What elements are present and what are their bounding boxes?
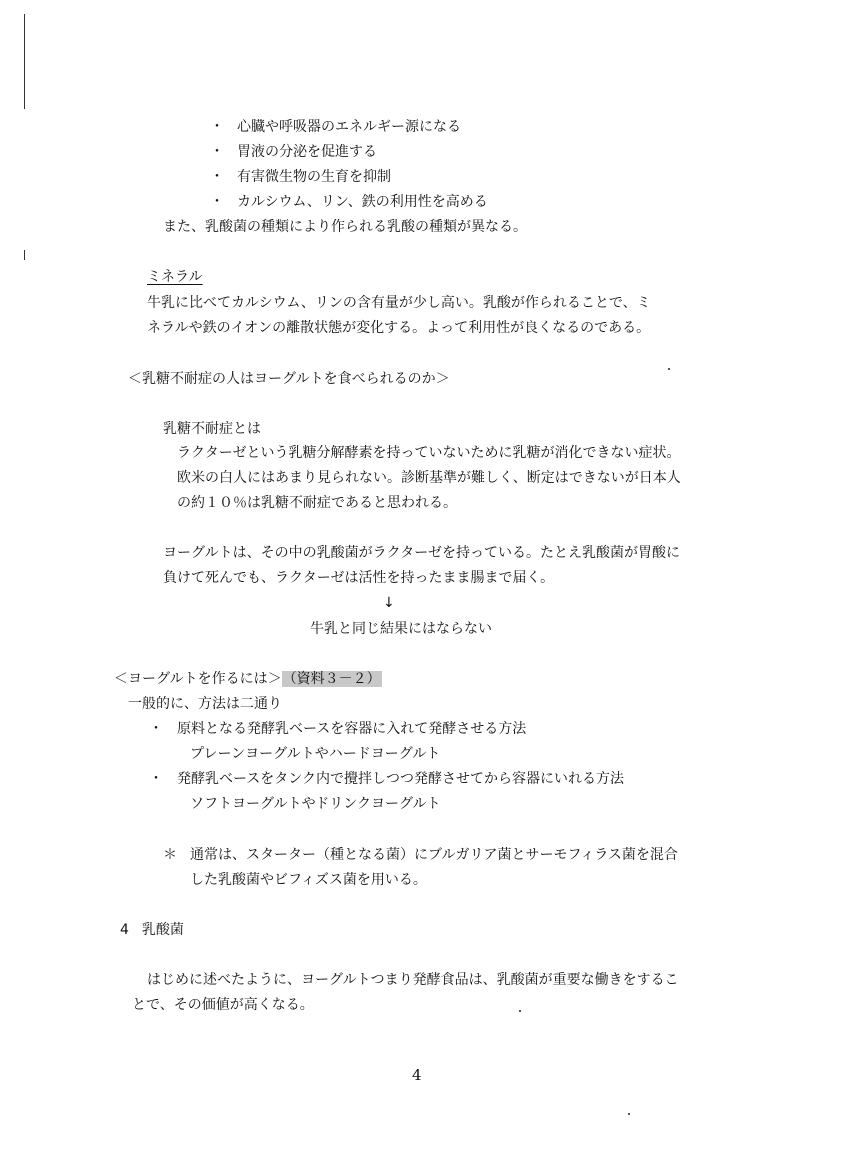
lactose-definition-line: 欧米の白人にはあまり見られない。診断基準が難しく、断定はできないが日本人 [177,470,681,486]
note-asterisk: ＊ [163,847,177,863]
lactose-definition-line: の約１０％は乳糖不耐症であると思われる。 [177,495,457,511]
mineral-heading: ミネラル [147,269,203,285]
list-item-text: 有害微生物の生育を抑制 [237,169,391,185]
method-text: 原料となる発酵乳ベースを容器に入れて発酵させる方法 [177,721,527,737]
scan-speck [519,1010,521,1012]
bullet-marker: ・ [210,144,224,160]
scan-edge-line [24,14,25,109]
scan-edge-mark [24,250,25,260]
scan-speck [668,368,670,370]
bullet-marker: ・ [210,194,224,210]
bullet-marker: ・ [149,771,163,787]
scan-speck [628,1113,630,1115]
lactose-subheading: 乳糖不耐症とは [163,421,261,437]
mineral-text-line: ネラルや鉄のイオンの離散状態が変化する。よって利用性が良くなるのである。 [147,320,651,336]
making-intro: 一般的に、方法は二通り [128,696,282,712]
lactose-conclusion: 牛乳と同じ結果にはならない [310,621,492,637]
section-4-text-line: とで、その価値が高くなる。 [132,997,314,1013]
yogurt-lactase-line: ヨーグルトは、その中の乳酸菌がラクターゼを持っている。たとえ乳酸菌が胃酸に [163,545,681,561]
method-text: 発酵乳ベースをタンク内で攪拌しつつ発酵させてから容器にいれる方法 [177,771,625,787]
section-title: 乳酸菌 [141,922,184,938]
list-item-text: 心臓や呼吸器のエネルギー源になる [237,119,461,135]
mineral-text-line: 牛乳に比べてカルシウム、リンの含有量が少し高い。乳酸が作られることで、ミ [147,295,651,311]
making-heading [114,672,382,686]
bullet-marker: ・ [210,119,224,135]
starter-note-line: 通常は、スターター（種となる菌）にブルガリア菌とサーモフィラス菌を混合 [190,847,678,863]
yogurt-lactase-line: 負けて死んでも、ラクターゼは活性を持ったまま腸まで届く。 [163,570,555,586]
method-example: プレーンヨーグルトやハードヨーグルト [190,746,441,762]
intro-note: また、乳酸菌の種類により作られる乳酸の種類が異なる。 [163,219,527,235]
making-heading-text: ＜ヨーグルトを作るには＞ [114,671,282,687]
bullet-marker: ・ [149,721,163,737]
section-number: 4 [120,922,129,938]
section-4-heading [120,923,184,937]
lactose-definition-line: ラクターゼという乳糖分解酵素を持っていないために乳糖が消化できない症状。 [177,445,681,461]
reference-badge: （資料３－２） [282,671,381,687]
starter-note-line: した乳酸菌やビフィズス菌を用いる。 [190,872,427,888]
method-example: ソフトヨーグルトやドリンクヨーグルト [190,796,441,812]
bullet-marker: ・ [210,169,224,185]
down-arrow-icon: ↓ [383,595,395,611]
section-4-text-line: はじめに述べたように、ヨーグルトつまり発酵食品は、乳酸菌が重要な働きをするこ [147,972,679,988]
lactose-heading: ＜乳糖不耐症の人はヨーグルトを食べられるのか＞ [128,371,450,387]
list-item-text: カルシウム、リン、鉄の利用性を高める [237,194,488,210]
page-number: 4 [412,1066,422,1084]
list-item-text: 胃液の分泌を促進する [237,144,377,160]
